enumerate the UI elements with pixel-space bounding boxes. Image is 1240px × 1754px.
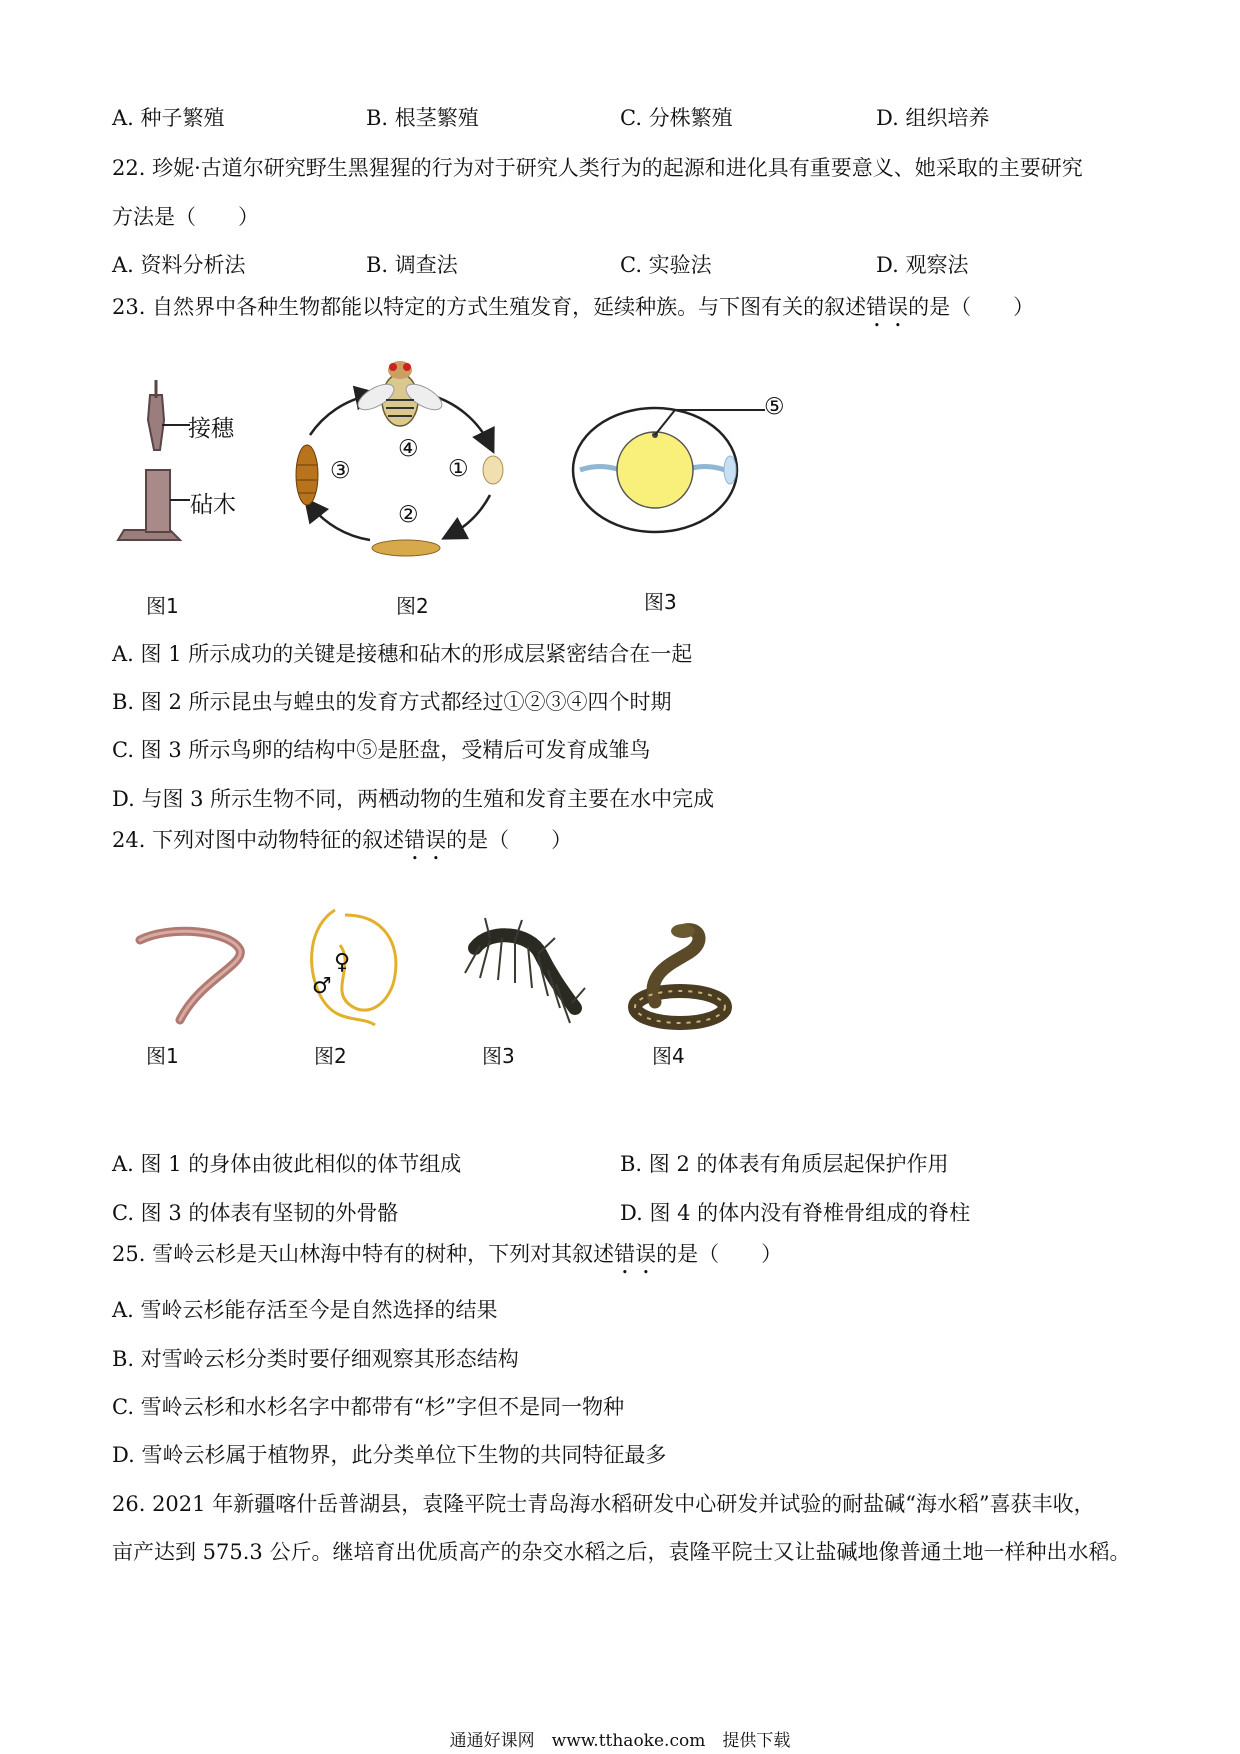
q26-stem-line2: 亩产达到 575.3 公斤。继培育出优质高产的杂交水稻之后，袁隆平院士又让盐碱地像普通土地一样种出水稻。 [112, 1540, 1131, 1564]
q22-stem-line2: 方法是（ ） [112, 205, 259, 229]
q22-option-b: B. 调查法 [366, 253, 458, 277]
egg-icon [483, 456, 503, 484]
stage-3-label: ③ [330, 458, 351, 484]
q23-figure3-bird-egg [570, 395, 750, 545]
rootstock-label: 砧木 [190, 492, 236, 518]
q23-option-b: B. 图 2 所示昆虫与蝗虫的发育方式都经过①②③④四个时期 [112, 690, 672, 714]
pupa-icon [296, 445, 318, 505]
stage-2-label: ② [398, 502, 419, 528]
q21-option-c: C. 分株繁殖 [620, 106, 733, 130]
q24-emphasis: 错误 [404, 828, 447, 852]
q24-figure1-earthworm [130, 920, 260, 1040]
q22-option-c: C. 实验法 [620, 253, 712, 277]
q21-option-d: D. 组织培养 [876, 106, 990, 130]
q24-fig1-caption: 图1 [146, 1044, 179, 1068]
q25-option-d: D. 雪岭云杉属于植物界，此分类单位下生物的共同特征最多 [112, 1443, 667, 1467]
q25-option-c: C. 雪岭云杉和水杉名字中都带有“杉”字但不是同一物种 [112, 1395, 625, 1419]
rootstock-shape [146, 470, 170, 532]
q23-option-c: C. 图 3 所示鸟卵的结构中⑤是胚盘，受精后可发育成雏鸟 [112, 738, 651, 762]
scion-label: 接穗 [188, 416, 234, 442]
q23-figure1-grafting [110, 380, 260, 550]
female-symbol-icon: ♀ [334, 950, 351, 975]
stage-1-label: ① [448, 456, 469, 482]
page-footer: 通通好课网 www.tthaoke.com 提供下载 [449, 1731, 791, 1751]
q25-stem: 25. 雪岭云杉是天山林海中特有的树种，下列对其叙述错误的是（ ） [112, 1242, 783, 1266]
q23-fig2-caption: 图2 [396, 594, 429, 618]
q24-stem: 24. 下列对图中动物特征的叙述错误的是（ ） [112, 828, 573, 852]
q25-option-a: A. 雪岭云杉能存活至今是自然选择的结果 [112, 1298, 498, 1322]
q23-fig3-caption: 图3 [644, 590, 677, 614]
q25-option-b: B. 对雪岭云杉分类时要仔细观察其形态结构 [112, 1347, 519, 1371]
q23-emphasis: 错误 [866, 295, 909, 319]
q23-option-a: A. 图 1 所示成功的关键是接穗和砧木的形成层紧密结合在一起 [112, 642, 693, 666]
part-5-label: ⑤ [764, 394, 785, 420]
q24-option-d: D. 图 4 的体内没有脊椎骨组成的脊柱 [620, 1201, 971, 1225]
q24-figure4-snake [625, 922, 740, 1032]
q24-figure3-centipede [460, 918, 590, 1033]
q23-fig1-caption: 图1 [146, 594, 179, 618]
scion-shape [148, 395, 164, 450]
q24-fig3-caption: 图3 [482, 1044, 515, 1068]
q24-fig4-caption: 图4 [652, 1044, 685, 1068]
q24-option-a: A. 图 1 的身体由彼此相似的体节组成 [112, 1152, 462, 1176]
q24-option-b: B. 图 2 的体表有角质层起保护作用 [620, 1152, 949, 1176]
q21-option-a: A. 种子繁殖 [112, 106, 225, 130]
q22-option-d: D. 观察法 [876, 253, 969, 277]
q21-option-b: B. 根茎繁殖 [366, 106, 479, 130]
q24-option-c: C. 图 3 的体表有坚韧的外骨骼 [112, 1201, 399, 1225]
q24-fig2-caption: 图2 [314, 1044, 347, 1068]
q25-emphasis: 错误 [614, 1242, 657, 1266]
adult-fly-icon [354, 361, 446, 426]
q23-stem: 23. 自然界中各种生物都能以特定的方式生殖发育，延续种族。与下图有关的叙述错误的是（ ） [112, 295, 1035, 319]
stage-4-label: ④ [398, 436, 419, 462]
yolk-shape [617, 432, 693, 508]
q26-stem-line1: 26. 2021 年新疆喀什岳普湖县，袁隆平院士青岛海水稻研发中心研发并试验的耐盐碱“海水稻”喜获丰收， [112, 1492, 1095, 1516]
q24-figure2-roundworm [300, 905, 410, 1035]
q23-option-d: D. 与图 3 所示生物不同，两栖动物的生殖和发育主要在水中完成 [112, 787, 715, 811]
q22-option-a: A. 资料分析法 [112, 253, 246, 277]
male-symbol-icon: ♂ [312, 974, 332, 999]
larva-icon [372, 540, 440, 556]
q22-stem-line1: 22. 珍妮·古道尔研究野生黑猩猩的行为对于研究人类行为的起源和进化具有重要意义、她采取的主要研究 [112, 156, 1083, 180]
